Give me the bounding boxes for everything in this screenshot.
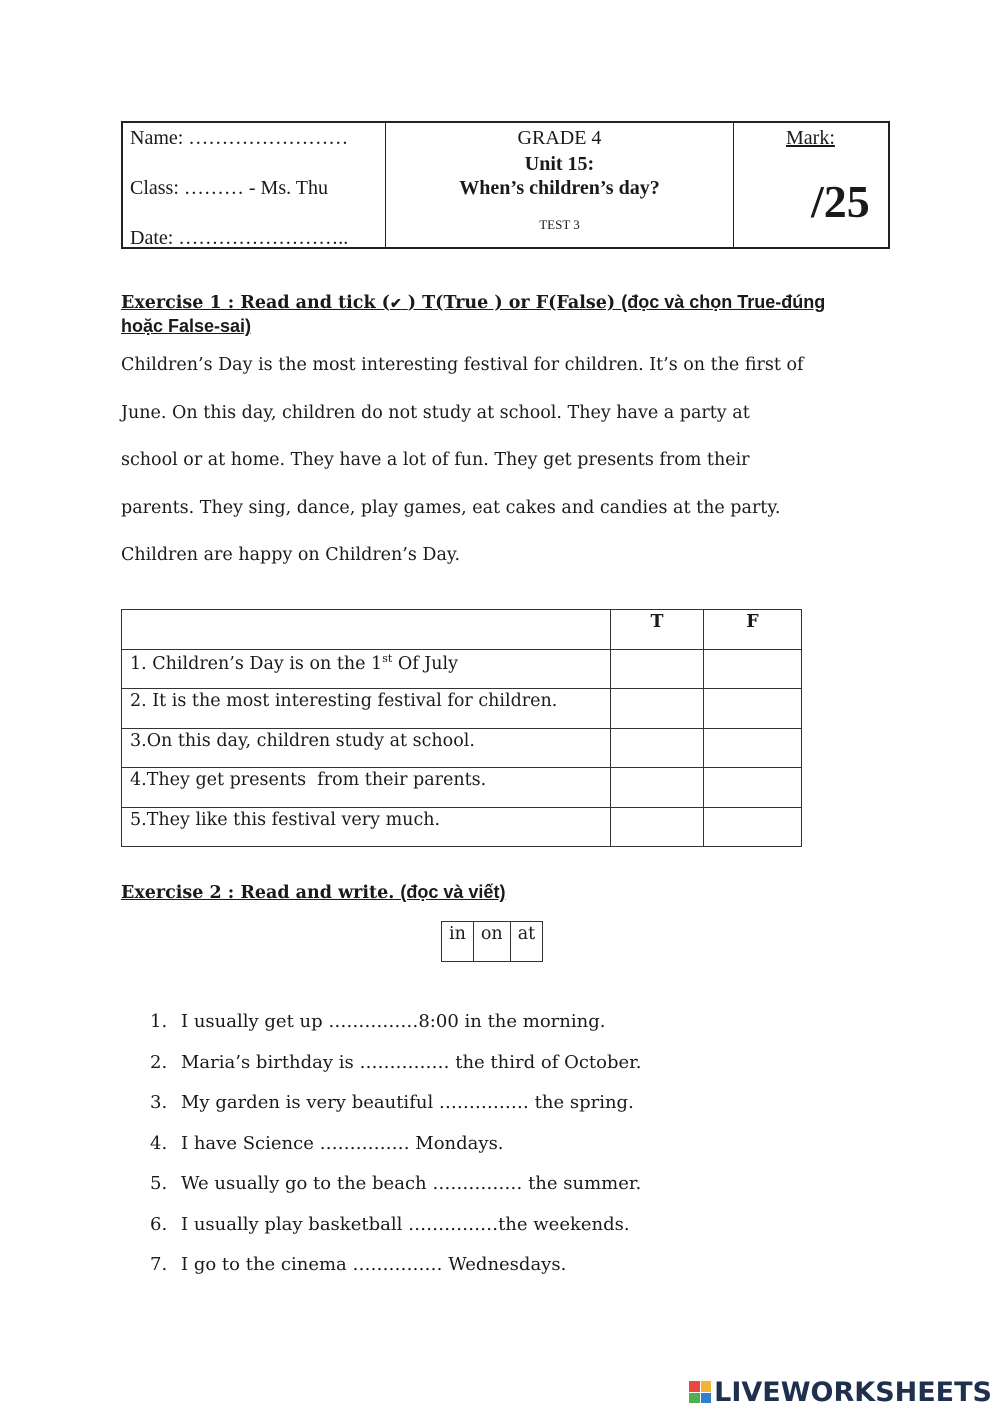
logo-text: LIVEWORKSHEETS <box>714 1376 992 1408</box>
student-info-cell <box>123 123 386 247</box>
list-item <box>150 1089 642 1130</box>
exercise2-title-viet: (đọc và viết) <box>400 882 506 902</box>
table-header-row <box>122 610 802 650</box>
score-total: /25 <box>811 176 870 227</box>
list-item <box>150 1211 642 1252</box>
unit-label: Unit 15: <box>524 153 595 175</box>
list-item <box>150 1008 642 1049</box>
word-at: at <box>510 922 542 962</box>
word-on: on <box>473 922 510 962</box>
answer-false-1[interactable] <box>704 649 802 689</box>
table-row <box>122 807 802 847</box>
mark-label: Mark: <box>786 127 835 149</box>
list-item <box>150 1251 642 1292</box>
item-text[interactable]: I usually get up ……………8:00 in the morning. <box>181 1011 606 1032</box>
liveworksheets-logo[interactable] <box>689 1377 992 1407</box>
answer-false-2[interactable] <box>704 689 802 729</box>
item-number: 5. <box>150 1173 168 1194</box>
logo-square-green <box>689 1393 700 1404</box>
answer-true-2[interactable] <box>611 689 704 729</box>
statement-3: 3.On this day, children study at school. <box>122 728 611 768</box>
exercise1-title-part: ) T(True ) or F(False) <box>407 293 616 313</box>
passage-line: Children’s Day is the most interesting festival for children. It’s on the first of <box>121 355 804 375</box>
passage-line: June. On this day, children do not study at school. They have a party at <box>121 403 750 423</box>
passage-line: Children are happy on Children’s Day. <box>121 545 461 565</box>
tick-icon: ✔ <box>389 296 402 312</box>
item-number: 6. <box>150 1213 168 1235</box>
item-number: 1. <box>150 1011 168 1032</box>
statement-1-text-end: Of July <box>392 653 459 674</box>
logo-square-yellow <box>701 1381 712 1392</box>
item-text[interactable]: I usually play basketball ……………the weekends. <box>181 1213 630 1235</box>
statement-5: 5.They like this festival very much. <box>122 807 611 847</box>
item-text[interactable]: I have Science …………… Mondays. <box>181 1132 504 1154</box>
table-row <box>122 768 802 808</box>
exercise2-title <box>121 882 505 903</box>
list-item <box>150 1130 642 1171</box>
exercise1-title-viet: (đọc và chọn True-đúng <box>621 292 826 312</box>
passage-line: school or at home. They have a lot of fun. They get presents from their <box>121 450 750 470</box>
test-label: TEST 3 <box>539 217 580 232</box>
item-text[interactable]: I go to the cinema …………… Wednesdays. <box>181 1254 567 1275</box>
statement-1 <box>122 649 611 689</box>
answer-true-4[interactable] <box>611 768 704 808</box>
exercise1-title-line2 <box>121 316 251 337</box>
header-table <box>121 121 890 249</box>
fill-in-list <box>150 1008 642 1292</box>
exercise1-title <box>121 292 825 313</box>
statement-1-text: 1. Children’s Day is on the 1 <box>130 653 383 674</box>
item-number: 4. <box>150 1132 168 1154</box>
logo-square-red <box>689 1381 700 1392</box>
col-false-header: F <box>704 610 802 650</box>
mark-cell <box>734 123 888 247</box>
table-row <box>122 649 802 689</box>
answer-false-4[interactable] <box>704 768 802 808</box>
item-text[interactable]: My garden is very beautiful …………… the spring. <box>181 1092 634 1113</box>
class-field[interactable]: Class: ……… - Ms. Thu <box>130 177 328 199</box>
statement-4: 4.They get presents from their parents. <box>122 768 611 808</box>
table-row <box>122 728 802 768</box>
item-number: 2. <box>150 1051 168 1073</box>
answer-true-3[interactable] <box>611 728 704 768</box>
word-in: in <box>442 922 474 962</box>
list-item <box>150 1170 642 1211</box>
answer-false-3[interactable] <box>704 728 802 768</box>
test-title-cell <box>386 123 734 247</box>
grade-label: GRADE 4 <box>517 127 602 149</box>
statement-2: 2. It is the most interesting festival for children. <box>122 689 611 729</box>
col-true-header: T <box>611 610 704 650</box>
answer-true-1[interactable] <box>611 649 704 689</box>
item-text[interactable]: We usually go to the beach …………… the summer. <box>181 1173 642 1194</box>
answer-false-5[interactable] <box>704 807 802 847</box>
unit-title: When’s children’s day? <box>459 177 660 199</box>
item-number: 3. <box>150 1092 168 1113</box>
exercise1-title-part: Exercise 1 : Read and tick ( <box>121 293 390 313</box>
table-row <box>122 689 802 729</box>
logo-square-blue <box>701 1393 712 1404</box>
passage-line: parents. They sing, dance, play games, eat cakes and candies at the party. <box>121 498 781 518</box>
item-text[interactable]: Maria’s birthday is …………… the third of October. <box>181 1051 642 1073</box>
header-blank-cell <box>122 610 611 650</box>
exercise2-title-part: Exercise 2 : Read and write. <box>121 883 395 903</box>
logo-icon <box>689 1381 711 1403</box>
statement-1-sup: st <box>382 651 393 665</box>
item-number: 7. <box>150 1254 168 1275</box>
date-field[interactable]: Date: …………………….. <box>130 227 349 249</box>
word-box <box>441 921 543 962</box>
exercise1-title-viet: hoặc False-sai) <box>121 316 252 336</box>
name-field[interactable]: Name: …………………… <box>130 127 349 149</box>
true-false-table <box>121 609 802 847</box>
list-item <box>150 1049 642 1090</box>
answer-true-5[interactable] <box>611 807 704 847</box>
